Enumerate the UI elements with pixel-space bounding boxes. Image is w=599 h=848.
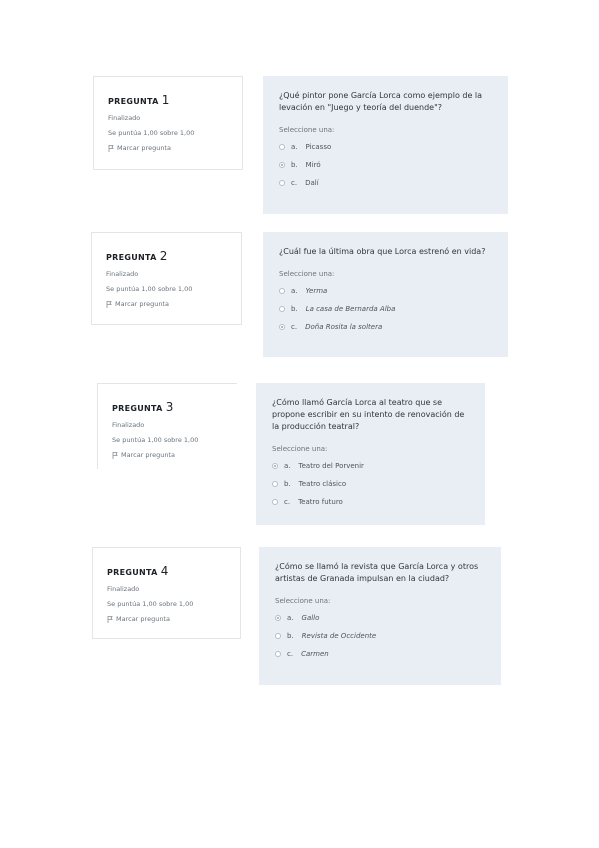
question-info-4 <box>92 547 241 639</box>
flag-question-link[interactable] <box>107 615 226 623</box>
question-score: Se puntúa 1,00 sobre 1,00 <box>107 600 194 608</box>
question-number: 1 <box>161 93 170 107</box>
answer-prompt: Seleccione una: <box>279 270 335 278</box>
question-info-3 <box>97 383 237 469</box>
question-status: Finalizado <box>106 270 139 278</box>
question-info-1 <box>93 76 243 170</box>
radio-button[interactable] <box>279 144 285 150</box>
flag-question-label: Marcar pregunta <box>121 451 175 459</box>
flag-question-label: Marcar pregunta <box>117 144 171 152</box>
answer-option-c[interactable]: c. Teatro futuro <box>272 493 469 511</box>
radio-button[interactable] <box>279 306 285 312</box>
question-title: PREGUNTA 2 <box>106 249 168 263</box>
answer-option-a[interactable]: a. Yerma <box>279 282 492 300</box>
question-score: Se puntúa 1,00 sobre 1,00 <box>106 285 193 293</box>
flag-question-link[interactable] <box>112 451 223 459</box>
radio-button-selected[interactable] <box>272 463 278 469</box>
question-status: Finalizado <box>107 585 140 593</box>
question-status: Finalizado <box>112 421 145 429</box>
radio-button[interactable] <box>275 633 281 639</box>
question-text: ¿Cómo llamó García Lorca al teatro que se propone escribir en su intento de renovación de la producción teatral? <box>272 398 465 431</box>
radio-button-selected[interactable] <box>279 324 285 330</box>
answer-option-a[interactable]: a. Gallo <box>275 609 485 627</box>
question-score: Se puntúa 1,00 sobre 1,00 <box>112 436 199 444</box>
question-title: PREGUNTA 4 <box>107 564 169 578</box>
answer-option-c[interactable]: c. Carmen <box>275 645 485 663</box>
answer-option-c[interactable]: c. Doña Rosita la soltera <box>279 318 492 336</box>
question-content-3 <box>256 383 485 525</box>
flag-icon <box>107 616 113 623</box>
question-content-4 <box>259 547 501 685</box>
radio-button[interactable] <box>272 499 278 505</box>
question-text: ¿Cuál fue la última obra que Lorca estrenó en vida? <box>279 247 486 256</box>
radio-button[interactable] <box>279 288 285 294</box>
answer-option-b[interactable]: b. Revista de Occidente <box>275 627 485 645</box>
flag-question-link[interactable] <box>106 300 227 308</box>
answer-option-a[interactable]: a. Picasso <box>279 138 492 156</box>
radio-button[interactable] <box>275 651 281 657</box>
answer-prompt: Seleccione una: <box>272 445 328 453</box>
flag-question-label: Marcar pregunta <box>116 615 170 623</box>
flag-question-link[interactable] <box>108 144 228 152</box>
flag-icon <box>108 145 114 152</box>
question-score: Se puntúa 1,00 sobre 1,00 <box>108 129 195 137</box>
flag-question-label: Marcar pregunta <box>115 300 169 308</box>
question-title: PREGUNTA 1 <box>108 93 170 107</box>
answer-prompt: Seleccione una: <box>279 126 335 134</box>
question-text: ¿Cómo se llamó la revista que García Lorca y otros artistas de Granada impulsan en la ciudad? <box>275 562 479 583</box>
radio-button[interactable] <box>279 180 285 186</box>
radio-button-selected[interactable] <box>279 162 285 168</box>
question-content-1 <box>263 76 508 214</box>
answer-prompt: Seleccione una: <box>275 597 331 605</box>
question-number: 4 <box>160 564 169 578</box>
question-info-2 <box>91 232 242 325</box>
question-content-2 <box>263 232 508 357</box>
question-number: 3 <box>165 400 174 414</box>
answer-option-c[interactable]: c. Dalí <box>279 174 492 192</box>
answer-option-a[interactable]: a. Teatro del Porvenir <box>272 457 469 475</box>
flag-icon <box>112 452 118 459</box>
question-status: Finalizado <box>108 114 141 122</box>
question-text: ¿Qué pintor pone García Lorca como ejemplo de la levación en "Juego y teoría del duende"? <box>279 91 483 112</box>
answer-option-b[interactable]: b. La casa de Bernarda Alba <box>279 300 492 318</box>
radio-button-selected[interactable] <box>275 615 281 621</box>
answer-option-b[interactable]: b. Teatro clásico <box>272 475 469 493</box>
question-number: 2 <box>159 249 168 263</box>
flag-icon <box>106 301 112 308</box>
question-title: PREGUNTA 3 <box>112 400 174 414</box>
radio-button[interactable] <box>272 481 278 487</box>
answer-option-b[interactable]: b. Miró <box>279 156 492 174</box>
